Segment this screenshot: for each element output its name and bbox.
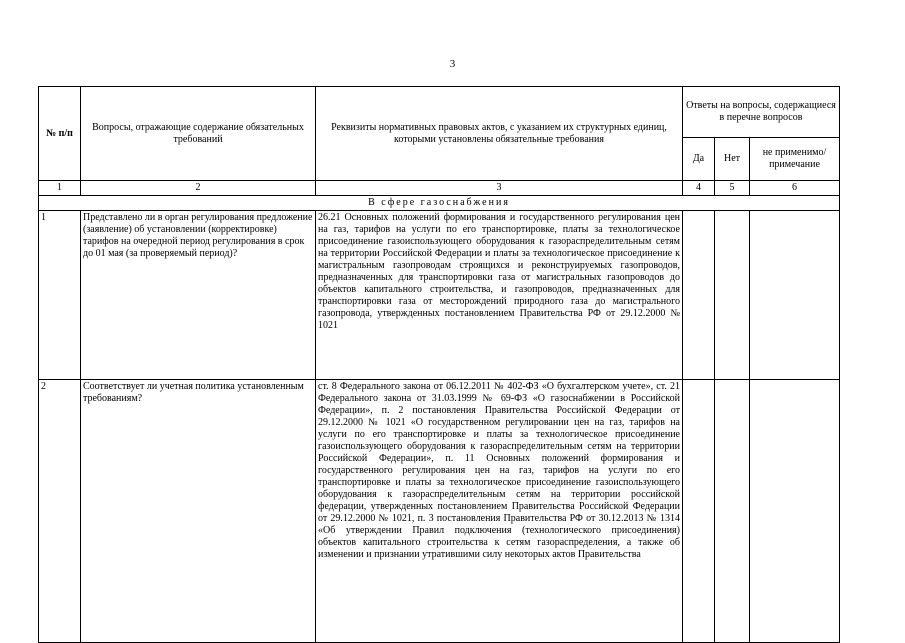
header-number: № п/п — [39, 87, 81, 181]
requirements-table — [38, 86, 840, 643]
header-questions: Вопросы, отражающие содержание обязательных требований — [81, 87, 316, 181]
column-number: 4 — [683, 181, 715, 196]
page-number: 3 — [449, 58, 456, 70]
table-header-row — [39, 87, 840, 138]
section-row — [39, 196, 840, 211]
row-answer-note[interactable] — [750, 211, 840, 380]
row-question: Представлено ли в орган регулирования предложение (заявление) об установлении (корректировке) тарифов на очередной период регулирования в срок до 01 мая (за проверяемый период)? — [81, 211, 316, 380]
column-number: 1 — [39, 181, 81, 196]
column-number-row — [39, 181, 840, 196]
row-answer-yes[interactable] — [683, 380, 715, 643]
row-number: 2 — [39, 380, 81, 643]
row-answer-yes[interactable] — [683, 211, 715, 380]
row-answer-no[interactable] — [715, 211, 750, 380]
column-number: 5 — [715, 181, 750, 196]
row-answer-no[interactable] — [715, 380, 750, 643]
header-answers-group: Ответы на вопросы, содержащиеся в перечне вопросов — [683, 87, 840, 138]
table-row — [39, 380, 840, 643]
header-no: Нет — [715, 138, 750, 181]
header-requisites: Реквизиты нормативных правовых актов, с указанием их структурных единиц, которыми установлены обязательные требования — [316, 87, 683, 181]
row-requisites: 26.21 Основных положений формирования и государственного регулирования цен на газ, тарифов на услуги по его транспортировке, платы за технологическое присоединение газоиспользующего оборудования к газораспределительным сетям на территории Российской Федерации и платы за технологическое присоединение к магистральным газопроводам строящихся и реконструируемых газопроводов, предназначенных для транспортировки газа от магистральных газопроводов до объектов капитального строительства, и газопроводов, предназначенных для транспортировки газа от месторождений природного газа до магистрального газопровода, утвержденных постановлением Правительства РФ от 29.12.2000 № 1021 — [316, 211, 683, 380]
row-answer-note[interactable] — [750, 380, 840, 643]
column-number: 3 — [316, 181, 683, 196]
header-yes: Да — [683, 138, 715, 181]
row-requisites: ст. 8 Федерального закона от 06.12.2011 № 402-ФЗ «О бухгалтерском учете», ст. 21 Федерального закона от 31.03.1999 № 69-ФЗ «О газоснабжении в Российской Федерации», п. 2 постановления Правительства Российской Федерации от 29.12.2000 № 1021 «О государственном регулировании цен на газ, тарифов на услуги по его транспортировке и платы за технологическое присоединение газоиспользующего оборудования к газораспределительным сетям на территории Российской Федерации», п. 11 Основных положений формирования и государственного регулирования цен на газ, тарифов на услуги по его транспортировке и платы за технологическое присоединение газоиспользующего оборудования к газораспределительным сетям на территории российской федерации, утвержденных постановлением Правительства Российской Федерации от 29.12.2000 № 1021, п. 3 постановления Правительства РФ от 30.12.2013 № 1314 «Об утверждении Правил подключения (технологического присоединения) объектов капитального строительства к сетям газораспределения, а также об изменении и признании утратившими силу некоторых актов Правительства — [316, 380, 683, 643]
section-title: В сфере газоснабжения — [39, 196, 840, 211]
column-number: 6 — [750, 181, 840, 196]
row-question: Соответствует ли учетная политика установленным требованиям? — [81, 380, 316, 643]
column-number: 2 — [81, 181, 316, 196]
table-row — [39, 211, 840, 380]
row-number: 1 — [39, 211, 81, 380]
header-not-applicable: не применимо/ примечание — [750, 138, 840, 181]
